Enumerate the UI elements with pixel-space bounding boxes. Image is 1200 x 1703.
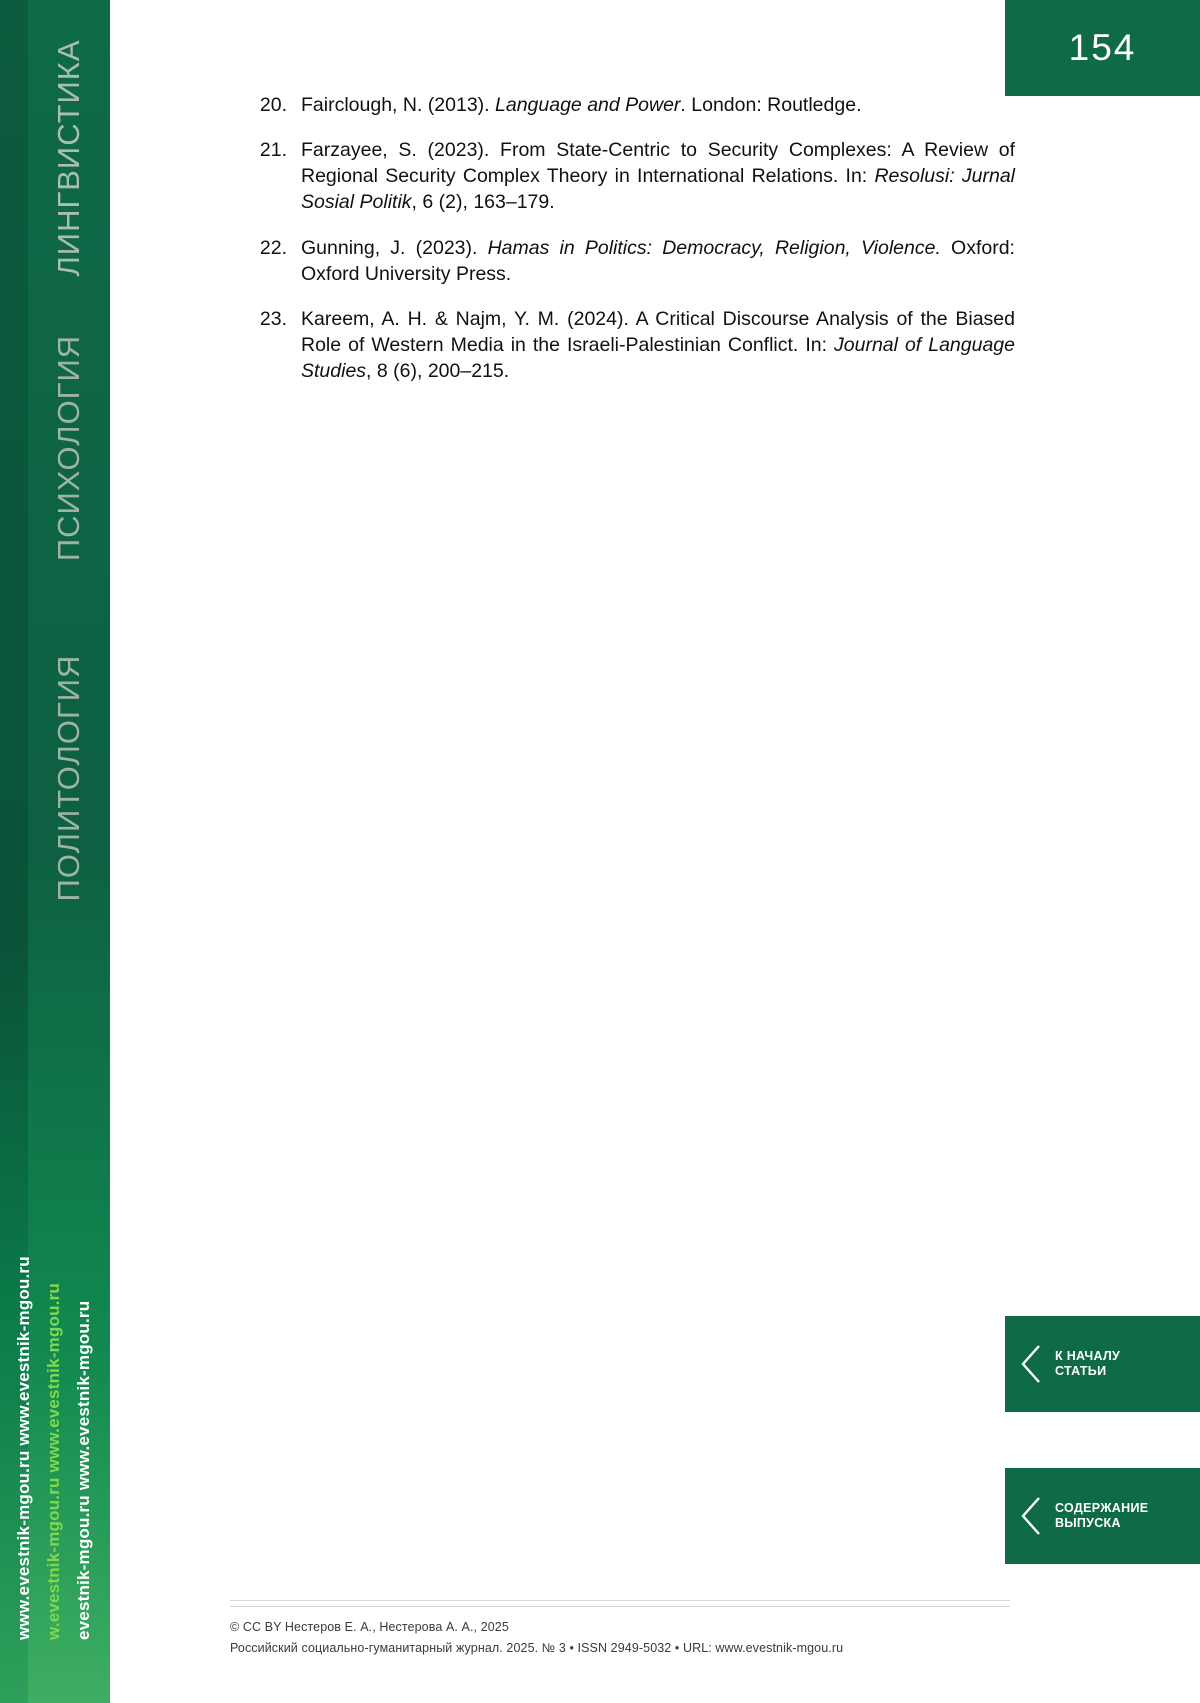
sidebar-section-politology: ПОЛИТОЛОГИЯ bbox=[51, 654, 86, 902]
issue-contents-button[interactable] bbox=[1005, 1468, 1200, 1564]
sidebar-section-psychology: ПСИХОЛОГИЯ bbox=[51, 334, 86, 562]
sidebar-url-strip bbox=[10, 1020, 120, 1640]
reference-item bbox=[255, 92, 1015, 118]
footer-journal-info: Российский социально-гуманитарный журнал. 2025. № 3 • ISSN 2949-5032 • URL: www.evestnik-mgou.ru bbox=[230, 1641, 844, 1656]
reference-text: Farzayee, S. (2023). From State-Centric to Security Complexes: A Review of Regional Security Complex Theory in International Relations. In: Resolusi: Jurnal Sosial Politik, 6 (2), 163–179. bbox=[301, 139, 1015, 214]
reference-number: 20. bbox=[259, 94, 287, 116]
to-article-start-button[interactable] bbox=[1005, 1316, 1200, 1412]
issue-contents-label: СОДЕРЖАНИЕ ВЫПУСКА bbox=[1055, 1501, 1149, 1530]
references-list bbox=[255, 92, 1015, 403]
reference-item bbox=[255, 306, 1015, 384]
footer-divider bbox=[230, 1600, 1010, 1601]
chevron-left-icon bbox=[1019, 1495, 1045, 1537]
reference-text: Gunning, J. (2023). Hamas in Politics: Democracy, Religion, Violence. Oxford: Oxford University Press. bbox=[301, 236, 1015, 285]
sidebar-url-line-3: evestnik-mgou.ru www.evestnik-mgou.ru bbox=[74, 1300, 93, 1640]
sidebar-url-line-2: w.evestnik-mgou.ru www.evestnik-mgou.ru bbox=[44, 1283, 63, 1640]
sidebar-section-linguistics: ЛИНГВИСТИКА bbox=[51, 39, 86, 277]
footer-copyright: © CC BY Нестеров Е. А., Нестерова А. А., 2025 bbox=[230, 1620, 509, 1634]
chevron-left-icon bbox=[1019, 1343, 1045, 1385]
reference-number: 21. bbox=[259, 139, 287, 162]
reference-number: 23. bbox=[259, 307, 287, 330]
to-article-start-label: К НАЧАЛУ СТАТЬИ bbox=[1055, 1349, 1121, 1378]
sidebar-section-words bbox=[28, 0, 110, 1060]
page-number-badge: 154 bbox=[1005, 0, 1200, 96]
reference-text: Fairclough, N. (2013). Language and Power. London: Routledge. bbox=[301, 94, 862, 116]
reference-item bbox=[255, 137, 1015, 215]
reference-item bbox=[255, 235, 1015, 287]
reference-number: 22. bbox=[259, 236, 287, 259]
page-footer bbox=[230, 1606, 1010, 1660]
reference-text: Kareem, A. H. & Najm, Y. M. (2024). A Critical Discourse Analysis of the Biased Role of Western Media in the Israeli-Palestinian Conflict. In: Journal of Language Studies, 8 (6), 200–215. bbox=[301, 307, 1015, 382]
sidebar-url-line-1: www.evestnik-mgou.ru www.evestnik-mgou.ru bbox=[14, 1256, 33, 1640]
